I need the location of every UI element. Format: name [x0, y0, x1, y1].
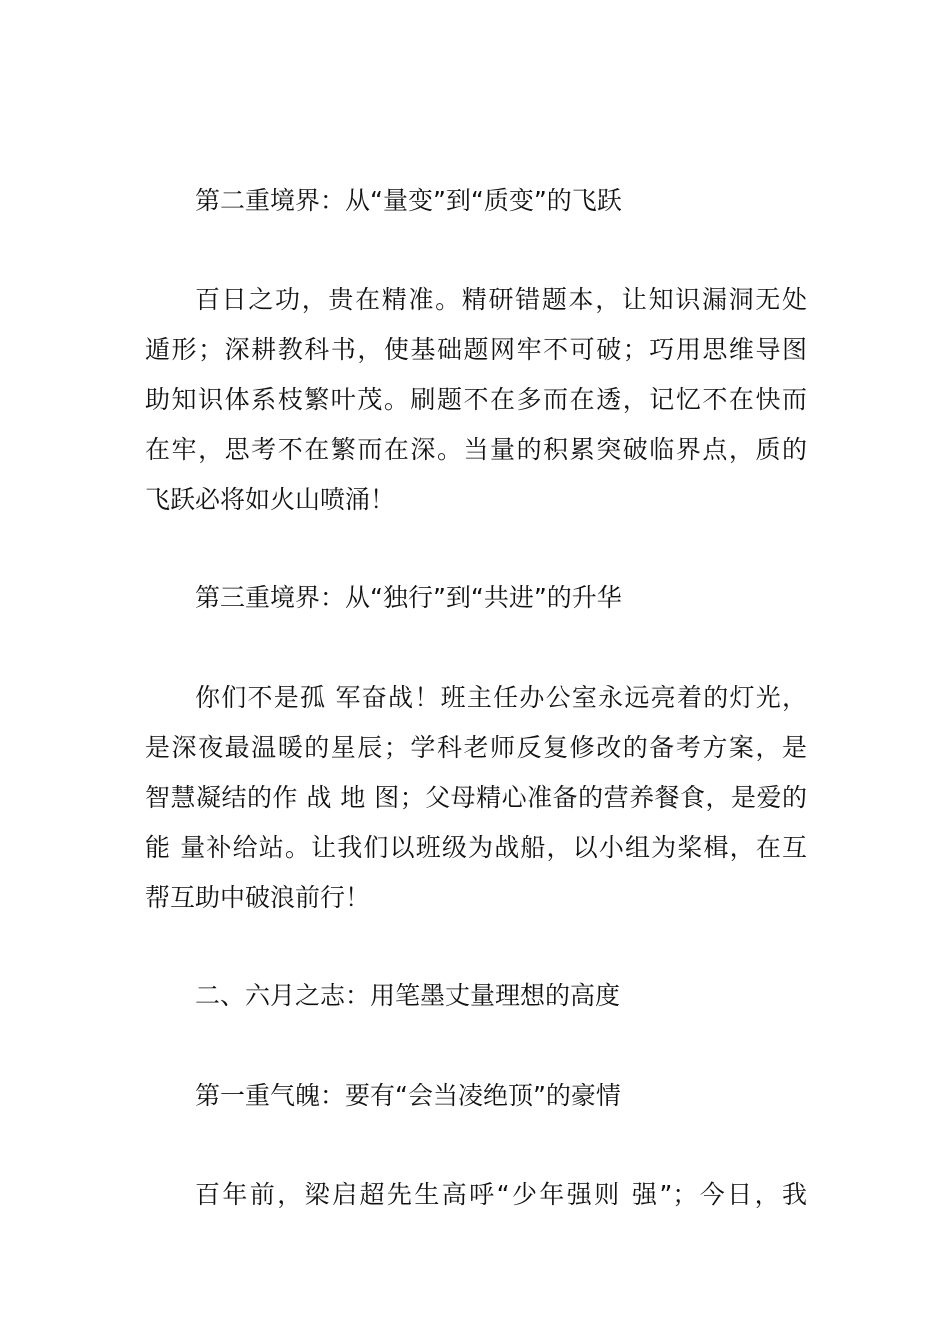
paragraph-teamwork	[145, 673, 807, 923]
section-heading-june-ambition: 二、六月之志：用笔墨丈量理想的高度	[195, 981, 621, 1010]
paragraph-line: 百日之功，贵在精准。精研错题本，让知识漏洞无处	[195, 285, 807, 314]
paragraph-liang-qichao	[145, 1170, 807, 1220]
section-heading-first-spirit: 第一重气魄：要有“会当凌绝顶”的豪情	[195, 1081, 621, 1110]
section-heading-third-realm: 第三重境界：从“独行”到“共进”的升华	[195, 583, 622, 612]
paragraph-line: 遁形；深耕教科书，使基础题网牢不可破；巧用思维导图	[145, 335, 807, 364]
paragraph-line: 帮互助中破浪前行！	[145, 883, 371, 912]
paragraph-line: 能 量补给站。让我们以班级为战船，以小组为桨楫，在互	[145, 833, 807, 862]
section-heading-second-realm: 第二重境界：从“量变”到“质变”的飞跃	[195, 186, 622, 215]
paragraph-line: 智慧凝结的作 战 地 图；父母精心准备的营养餐食，是爱的	[145, 783, 807, 812]
paragraph-line: 你们不是孤 军奋战！班主任办公室永远亮着的灯光，	[195, 683, 807, 712]
paragraph-line: 飞跃必将如火山喷涌！	[145, 485, 396, 514]
paragraph-precision	[145, 275, 807, 525]
paragraph-line: 助知识体系枝繁叶茂。刷题不在多而在透，记忆不在快而	[145, 385, 807, 414]
paragraph-line: 是深夜最温暖的星辰；学科老师反复修改的备考方案，是	[145, 733, 807, 762]
paragraph-line: 百年前，梁启超先生高呼“少年强则 强”；今日，我	[195, 1180, 807, 1209]
paragraph-line: 在牢，思考不在繁而在深。当量的积累突破临界点，质的	[145, 435, 807, 464]
